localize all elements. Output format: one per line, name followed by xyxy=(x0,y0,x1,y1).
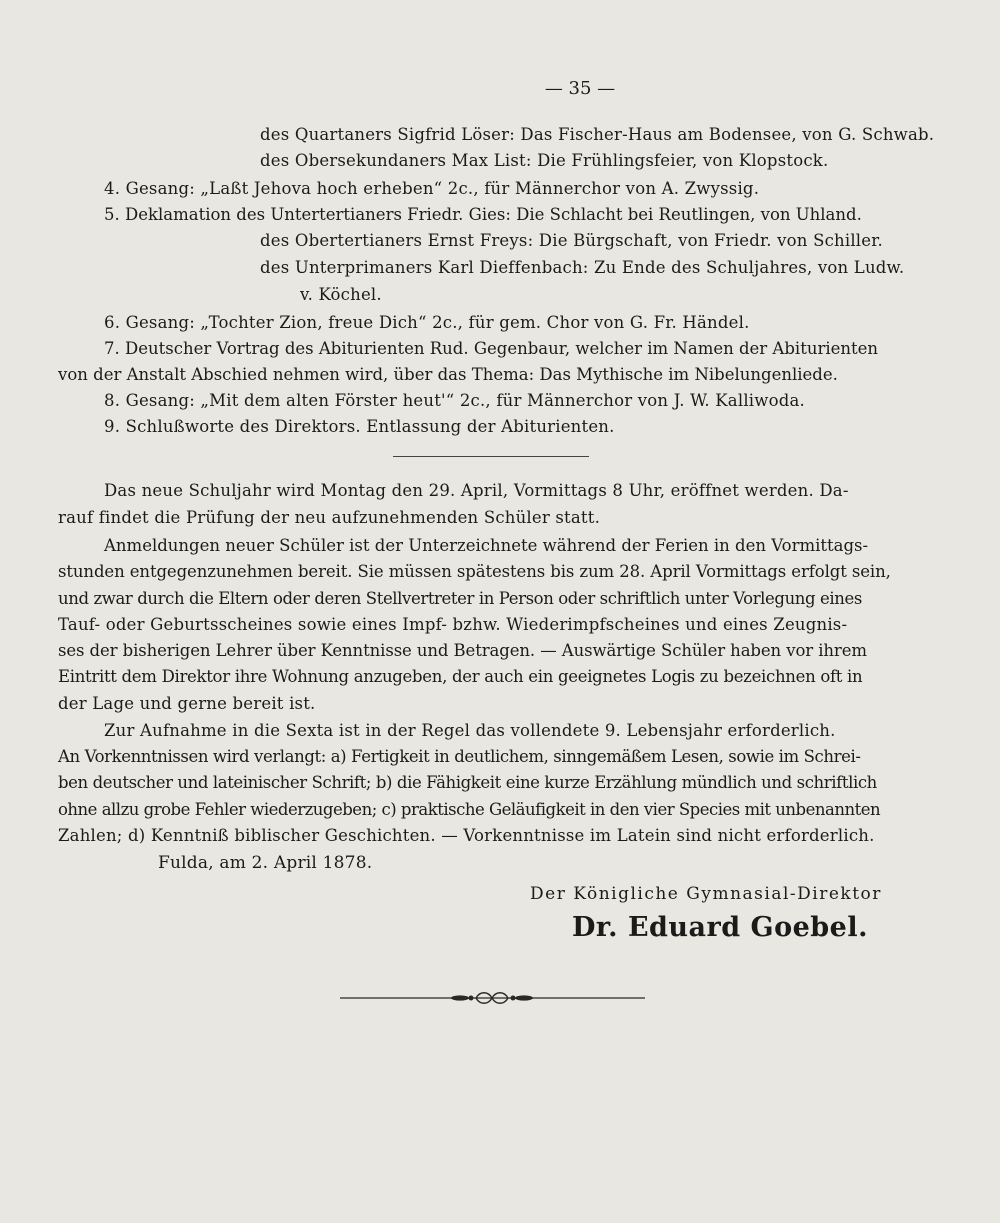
notice-line: ses der bisherigen Lehrer über Kenntnisse und Betragen. — Auswärtige Schüler haben vor ihrem xyxy=(58,641,867,660)
signature-title: Der Königliche Gymnasial-Direktor xyxy=(530,884,882,904)
program-line: 7. Deutscher Vortrag des Abiturienten Rud. Gegenbaur, welcher im Namen der Abiturienten xyxy=(104,339,879,358)
notice-line: stunden entgegenzunehmen bereit. Sie müssen spätestens bis zum 28. April Vormittags erfolgt sein, xyxy=(58,562,891,581)
signature-name: Dr. Eduard Goebel. xyxy=(572,912,869,943)
program-line: des Quartaners Sigfrid Löser: Das Fischer-Haus am Bodensee, von G. Schwab. xyxy=(260,125,935,144)
program-line: 8. Gesang: „Mit dem alten Förster heut'“ 2c., für Männerchor von J. W. Kalliwoda. xyxy=(104,391,805,410)
notice-line: Eintritt dem Direktor ihre Wohnung anzugeben, der auch ein geeignetes Logis zu bezeichnen oft in xyxy=(58,667,863,686)
program-line: 9. Schlußworte des Direktors. Entlassung der Abiturienten. xyxy=(104,417,615,436)
program-line: des Obersekundaners Max List: Die Frühlingsfeier, von Klopstock. xyxy=(260,151,829,170)
program-line: des Obertertianers Ernst Freys: Die Bürgschaft, von Friedr. von Schiller. xyxy=(260,231,883,250)
notice-line: ohne allzu grobe Fehler wiederzugeben; c) praktische Geläufigkeit in den vier Species mit unbenannten xyxy=(58,800,881,819)
notice-line: Anmeldungen neuer Schüler ist der Unterzeichnete während der Ferien in den Vormittags- xyxy=(104,536,869,555)
place-date: Fulda, am 2. April 1878. xyxy=(158,853,373,873)
program-line: 5. Deklamation des Untertertianers Friedr. Gies: Die Schlacht bei Reutlingen, von Uhland. xyxy=(104,205,862,224)
program-line: 6. Gesang: „Tochter Zion, freue Dich“ 2c., für gem. Chor von G. Fr. Händel. xyxy=(104,313,750,332)
notice-line: An Vorkenntnissen wird verlangt: a) Fertigkeit in deutlichem, sinngemäßem Lesen, sowie im Schrei- xyxy=(58,747,861,766)
program-line: des Unterprimaners Karl Dieffenbach: Zu Ende des Schuljahres, von Ludw. xyxy=(260,258,905,277)
notice-line: der Lage und gerne bereit ist. xyxy=(58,694,316,713)
notice-line: Das neue Schuljahr wird Montag den 29. April, Vormittags 8 Uhr, eröffnet werden. Da- xyxy=(104,481,849,500)
program-line: 4. Gesang: „Laßt Jehova hoch erheben“ 2c., für Männerchor von A. Zwyssig. xyxy=(104,179,760,198)
section-divider xyxy=(393,456,589,457)
program-line: v. Köchel. xyxy=(300,285,382,304)
notice-line: Zur Aufnahme in die Sexta ist in der Regel das vollendete 9. Lebensjahr erforderlich. xyxy=(104,721,836,740)
notice-line: rauf findet die Prüfung der neu aufzunehmenden Schüler statt. xyxy=(58,508,601,527)
notice-line: Tauf- oder Geburtsscheines sowie eines Impf- bzhw. Wiederimpfscheines und eines Zeugnis- xyxy=(58,615,848,634)
program-line: von der Anstalt Abschied nehmen wird, über das Thema: Das Mythische im Nibelungenliede. xyxy=(58,365,838,384)
notice-line: Zahlen; d) Kenntniß biblischer Geschichten. — Vorkenntnisse im Latein sind nicht erforderlich. xyxy=(58,826,875,845)
page-number: — 35 — xyxy=(544,78,616,99)
ornament-rule-icon xyxy=(340,986,645,1010)
notice-line: ben deutscher und lateinischer Schrift; b) die Fähigkeit eine kurze Erzählung mündlich und schriftlich xyxy=(58,773,877,792)
notice-line: und zwar durch die Eltern oder deren Stellvertreter in Person oder schriftlich unter Vorlegung eines xyxy=(58,589,862,608)
